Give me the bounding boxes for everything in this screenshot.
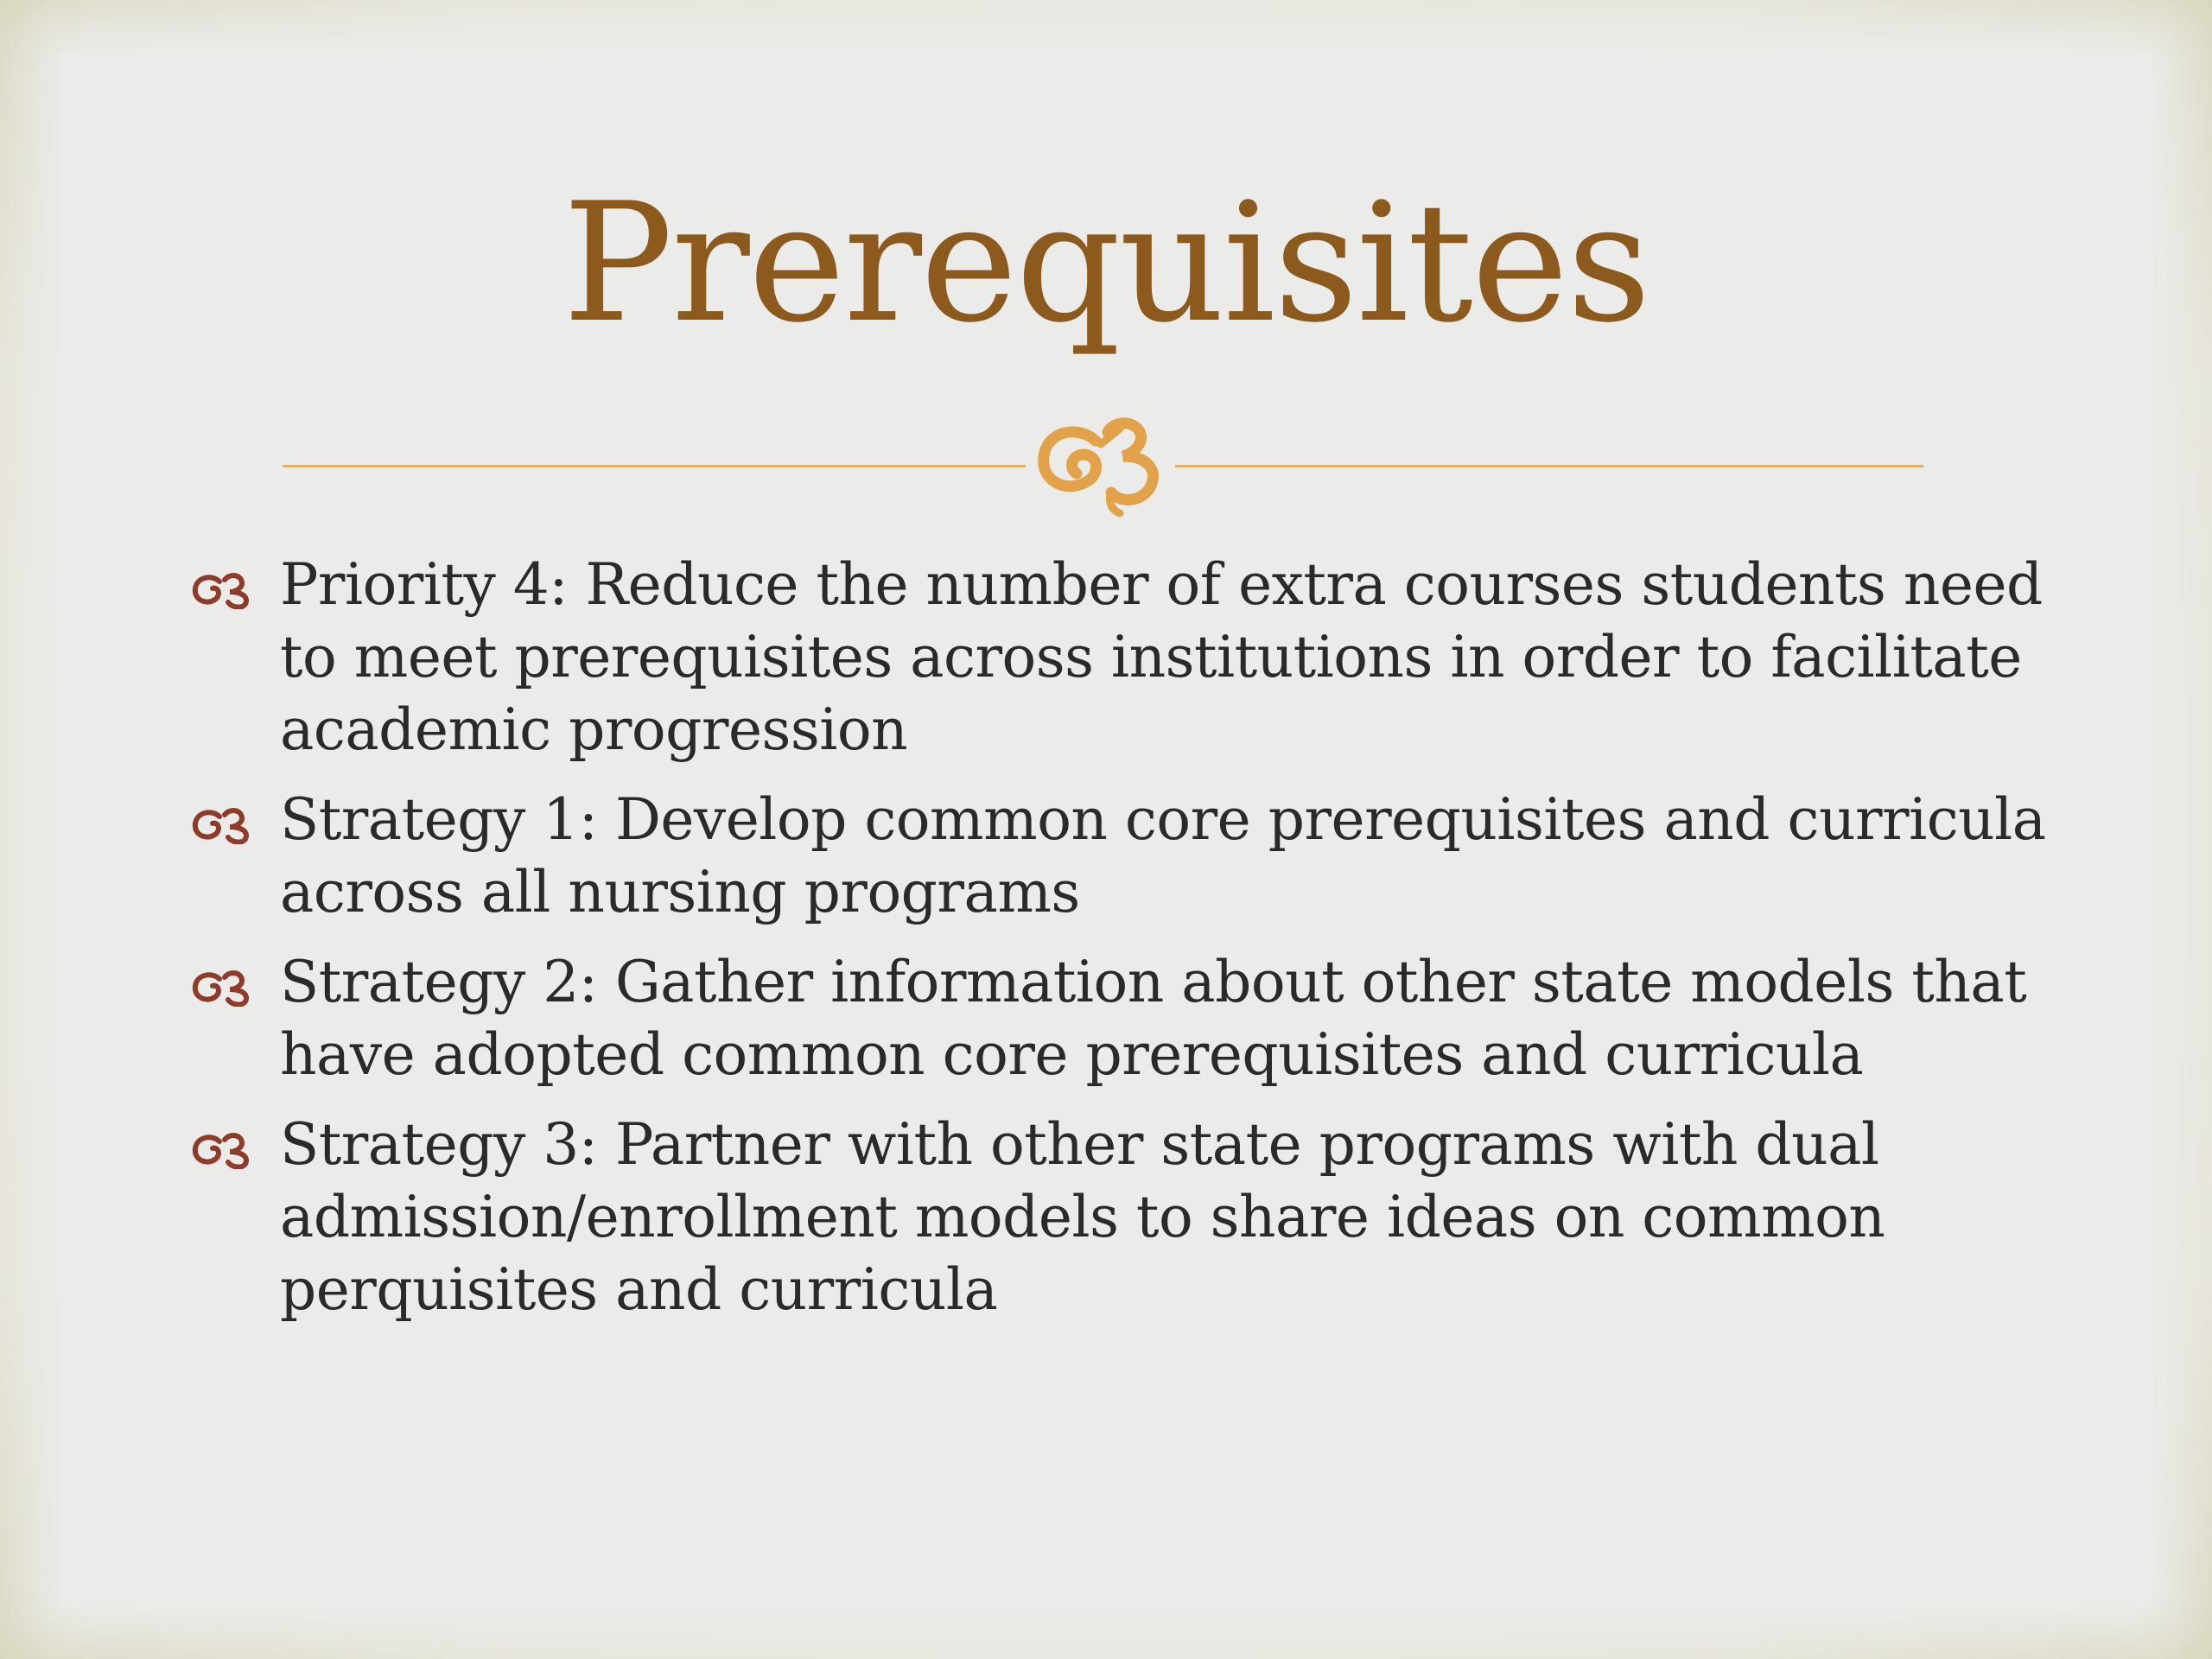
title-divider-left xyxy=(283,465,1026,467)
flourish-ornament-icon xyxy=(1028,406,1179,518)
bullet-text: Strategy 2: Gather information about other state models that have adopted common core prerequisites and curricula xyxy=(280,949,2027,1088)
title-divider-right xyxy=(1175,465,1923,467)
bullet-text: Strategy 3: Partner with other state programs with dual admission/enrollment models to share ideas on common perquisites and curricula xyxy=(280,1111,1885,1323)
bullet-text: Priority 4: Reduce the number of extra courses students need to meet prerequisites across institutions in order to facilitate academic progression xyxy=(280,551,2043,763)
ornate-bullet-icon xyxy=(190,569,254,609)
list-item xyxy=(190,946,2048,1091)
bullet-list xyxy=(190,549,2048,1344)
bullet-text: Strategy 1: Develop common core prerequisites and curricula across all nursing programs xyxy=(280,786,2046,925)
list-item xyxy=(190,784,2048,929)
list-item xyxy=(190,549,2048,766)
slide-title: Prerequisites xyxy=(563,168,1649,359)
ornate-bullet-icon xyxy=(190,1129,254,1169)
ornate-bullet-icon xyxy=(190,804,254,844)
list-item xyxy=(190,1109,2048,1326)
ornate-bullet-icon xyxy=(190,967,254,1007)
